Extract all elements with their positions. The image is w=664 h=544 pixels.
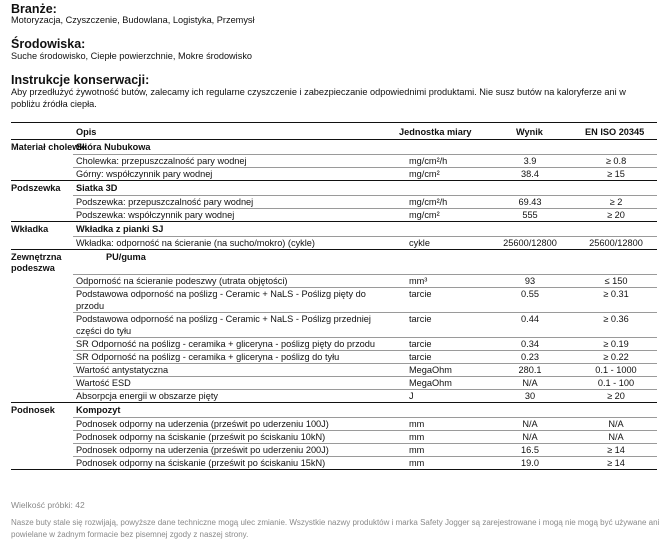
cell-en: ≥ 20 [607, 210, 625, 220]
group-material: Kompozyt [76, 405, 121, 415]
cell-unit: mm [409, 432, 425, 442]
group-material: Skóra Nubukowa [76, 142, 151, 152]
care-instructions-text: Aby przedłużyć żywotność butów, zalecamy ich regularne czyszczenie i zabezpieczanie odpowiednimi produktami. Nie susz butów na kaloryferze ani w pobliżu źródła ciepła. [11, 87, 626, 109]
cell-en: 25600/12800 [589, 238, 643, 248]
cell-value: 555 [522, 210, 538, 220]
cell-value: N/A [522, 419, 538, 429]
table-row [11, 237, 657, 249]
table-row [11, 209, 657, 221]
cell-unit: tarcie [409, 314, 432, 324]
cell-en: ≥ 15 [607, 169, 625, 179]
cell-value: 30 [524, 391, 536, 401]
cell-en: ≥ 14 [607, 458, 625, 468]
cell-en: ≥ 0.8 [605, 156, 627, 166]
header-wynik: Wynik [516, 127, 543, 137]
cell-desc: Absorpcja energii w obszarze pięty [76, 391, 218, 401]
cell-unit: MegaOhm [409, 378, 452, 388]
cell-value: 0.23 [521, 352, 539, 362]
cell-value: 38.4 [521, 169, 539, 179]
cell-unit: J [409, 391, 414, 401]
cell-desc: SR Odporność na poślizg - ceramika + gliceryna - poślizg pięty do przodu [76, 339, 375, 349]
group-material: PU/guma [106, 252, 146, 262]
table-row [11, 155, 657, 167]
table-row [11, 444, 657, 456]
group-material: Wkładka z pianki SJ [76, 224, 164, 234]
cell-desc: Wkładka: odporność na ścieranie (na sucho/mokro) (cykle) [76, 238, 315, 248]
table-row [11, 313, 657, 337]
sample-size: Wielkość próbki: 42 [11, 500, 85, 510]
cell-value: N/A [522, 432, 538, 442]
cell-unit: mm³ [409, 276, 428, 286]
cell-value: 3.9 [523, 156, 537, 166]
cell-en: ≥ 20 [607, 391, 625, 401]
cell-value: 0.55 [521, 289, 539, 299]
cell-unit: mg/cm² [409, 169, 440, 179]
cell-desc: Górny: współczynnik pary wodnej [76, 169, 213, 179]
cell-desc: Wartość ESD [76, 378, 131, 388]
table-row [11, 168, 657, 180]
group-category: Materiał cholewki [11, 142, 88, 152]
table-row [11, 431, 657, 443]
cell-unit: mg/cm²/h [409, 156, 448, 166]
table-row [11, 457, 657, 469]
cell-unit: cykle [409, 238, 430, 248]
group-header [11, 250, 657, 274]
cell-unit: tarcie [409, 339, 432, 349]
industries-text: Motoryzacja, Czyszczenie, Budowlana, Logistyka, Przemysł [11, 15, 255, 25]
group-category: Zewnętrzna podeszwa [11, 252, 62, 273]
cell-unit: mm [409, 458, 425, 468]
group-material: Siatka 3D [76, 183, 118, 193]
group-header [11, 403, 657, 417]
group-header [11, 181, 657, 195]
care-instructions-title: Instrukcje konserwacji: [11, 73, 150, 87]
table-body [11, 140, 657, 470]
cell-desc: Podnosek odporny na ściskanie (prześwit po ściskaniu 10kN) [76, 432, 326, 442]
cell-desc: Wartość antystatyczna [76, 365, 169, 375]
header-opis: Opis [76, 127, 97, 137]
group-category: Podnosek [11, 405, 55, 415]
environments-title: Środowiska: [11, 37, 86, 51]
cell-value: N/A [522, 378, 538, 388]
cell-en: ≥ 0.19 [603, 339, 629, 349]
cell-desc: Podszewka: współczynnik pary wodnej [76, 210, 235, 220]
group-header [11, 140, 657, 154]
cell-desc: Cholewka: przepuszczalność pary wodnej [76, 156, 247, 166]
cell-desc: Podszewka: przepuszczalność pary wodnej [76, 197, 254, 207]
cell-unit: mg/cm²/h [409, 197, 448, 207]
table-row [11, 288, 657, 312]
cell-en: ≥ 14 [607, 445, 625, 455]
header-en: EN ISO 20345 [585, 127, 645, 137]
group-category: Podszewka [11, 183, 61, 193]
cell-en: 0.1 - 100 [597, 378, 635, 388]
industries-title: Branże: [11, 2, 57, 16]
spec-table [11, 122, 657, 470]
cell-en: ≤ 150 [604, 276, 628, 286]
cell-value: 25600/12800 [503, 238, 557, 248]
cell-desc: Podnosek odporny na uderzenia (prześwit po uderzeniu 200J) [76, 445, 329, 455]
table-row [11, 364, 657, 376]
cell-desc: Podnosek odporny na ściskanie (prześwit po ściskaniu 15kN) [76, 458, 326, 468]
cell-en: ≥ 0.36 [603, 314, 629, 324]
cell-en: ≥ 2 [609, 197, 623, 207]
cell-desc: Podnosek odporny na uderzenia (prześwit po uderzeniu 100J) [76, 419, 329, 429]
table-row [11, 351, 657, 363]
cell-value: 19.0 [521, 458, 539, 468]
cell-value: 69.43 [518, 197, 542, 207]
table-row [11, 390, 657, 402]
table-row [11, 377, 657, 389]
environments-text: Suche środowisko, Ciepłe powierzchnie, Mokre środowisko [11, 51, 253, 61]
cell-value: 280.1 [518, 365, 542, 375]
cell-desc: Podstawowa odporność na poślizg - Ceramic + NaLS - Poślizg przedniej części do tyłu [76, 314, 371, 336]
table-row [11, 196, 657, 208]
cell-unit: mm [409, 445, 425, 455]
cell-en: ≥ 0.31 [603, 289, 629, 299]
cell-desc: SR Odporność na poślizg - ceramika + gliceryna - poślizg do tyłu [76, 352, 340, 362]
cell-unit: mg/cm² [409, 210, 440, 220]
cell-en: N/A [608, 419, 624, 429]
table-header [11, 123, 657, 139]
cell-value: 93 [524, 276, 536, 286]
table-row [11, 275, 657, 287]
table-row [11, 338, 657, 350]
cell-value: 16.5 [521, 445, 539, 455]
cell-unit: tarcie [409, 352, 432, 362]
cell-value: 0.44 [521, 314, 539, 324]
cell-en: 0.1 - 1000 [595, 365, 637, 375]
cell-desc: Odporność na ścieranie podeszwy (utrata objętości) [76, 276, 288, 286]
cell-unit: tarcie [409, 289, 432, 299]
cell-unit: MegaOhm [409, 365, 452, 375]
cell-unit: mm [409, 419, 425, 429]
disclaimer: Nasze buty stale się rozwijają, powyższe dane techniczne mogą ulec zmianie. Wszystkie nazwy produktów i marka Safety Jogger są zarejestrowane i mogą nie mogą być używane ani powielane w żadnym formacie bez pisemnej zgody z naszej strony. [11, 518, 660, 539]
cell-value: 0.34 [521, 339, 539, 349]
cell-desc: Podstawowa odporność na poślizg - Ceramic + NaLS - Poślizg pięty do przodu [76, 289, 366, 311]
cell-en: ≥ 0.22 [603, 352, 629, 362]
table-row [11, 418, 657, 430]
group-category: Wkładka [11, 224, 49, 234]
cell-en: N/A [608, 432, 624, 442]
group-header [11, 222, 657, 236]
header-unit: Jednostka miary [399, 127, 472, 137]
